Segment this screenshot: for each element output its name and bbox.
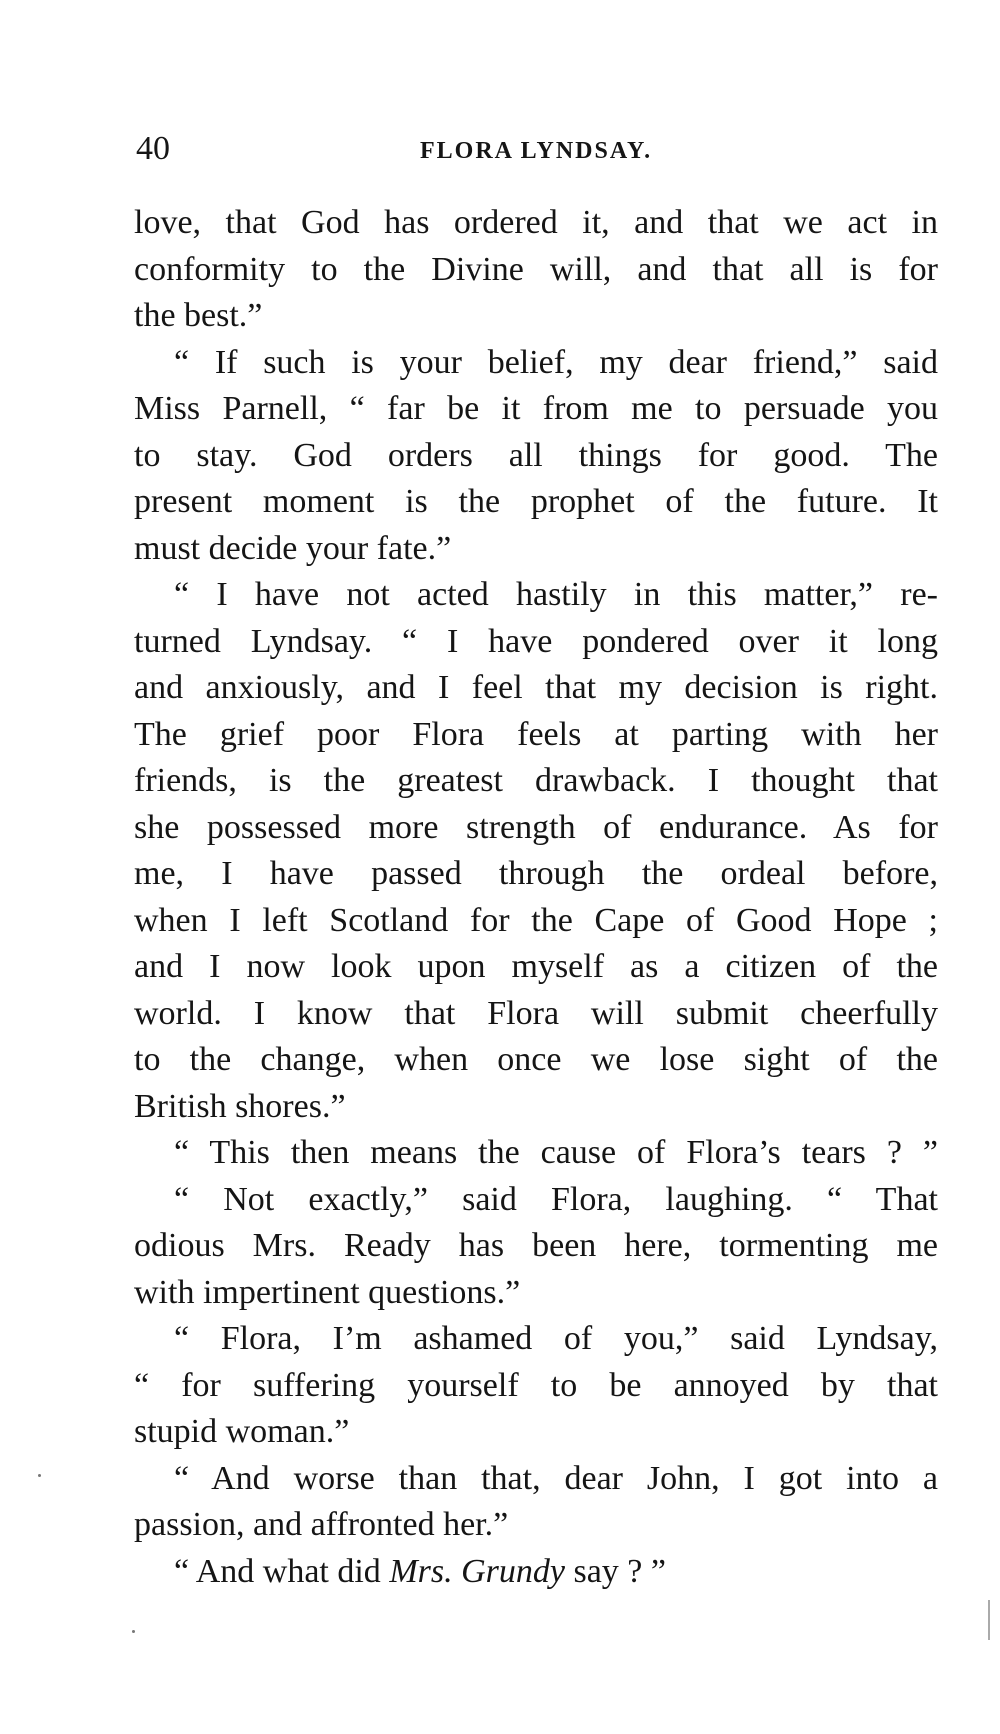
text-line: when I left Scotland for the Cape of Good Hope ; [134,901,938,939]
text-line: odious Mrs. Ready has been here, tormenting me [134,1227,938,1264]
text-line: “ Flora, I’m ashamed of you,” said Lyndsay, [174,1320,938,1357]
text-line: to the change, when once we lose sight of the [134,1041,938,1078]
page-edge-mark [988,1600,990,1640]
speck [38,1474,41,1477]
text-line: present moment is the prophet of the future. It [134,483,938,520]
last-line-after: say ? ” [564,1552,666,1590]
text-line: conformity to the Divine will, and that all is for [134,250,938,288]
text-line: “ If such is your belief, my dear friend,” said [174,343,938,381]
last-line-before: “ And what did [174,1552,390,1590]
text-line: “ This then means the cause of Flora’s tears ? ” [174,1134,938,1171]
text-line: “ for suffering yourself to be annoyed by that [134,1366,938,1404]
text-line: “ I have not acted hastily in this matter,” re- [174,576,938,613]
page-header [136,130,936,180]
text-line: friends, is the greatest drawback. I thought that [134,762,938,799]
speck [132,1630,135,1633]
text-line: world. I know that Flora will submit cheerfully [134,994,938,1032]
text-line: The grief poor Flora feels at parting with her [134,715,938,753]
body-text [134,200,938,1595]
text-line: love, that God has ordered it, and that we act in [134,204,938,241]
text-line: and I now look upon myself as a citizen of the [134,948,938,985]
text-line: must decide your fate.” [134,529,452,567]
text-line: “ Not exactly,” said Flora, laughing. “ That [174,1180,938,1218]
text-line: with impertinent questions.” [134,1273,521,1311]
text-line: British shores.” [134,1087,346,1125]
text-line: to stay. God orders all things for good. The [134,436,938,474]
text-line: she possessed more strength of endurance. As for [134,808,938,846]
running-title: FLORA LYNDSAY. [420,138,653,164]
last-text-line [134,1549,938,1596]
text-line: turned Lyndsay. “ I have pondered over it long [134,622,938,660]
text-line: and anxiously, and I feel that my decision is right. [134,669,938,706]
text-line: me, I have passed through the ordeal before, [134,855,938,892]
page-number: 40 [136,130,170,167]
text-line: stupid woman.” [134,1413,350,1450]
last-line-italic: Mrs. Grundy [389,1552,565,1590]
text-line: passion, and affronted her.” [134,1506,509,1543]
text-line: “ And worse than that, dear John, I got into a [174,1459,938,1497]
text-line: the best.” [134,297,263,334]
text-line: Miss Parnell, “ far be it from me to persuade you [134,390,938,427]
